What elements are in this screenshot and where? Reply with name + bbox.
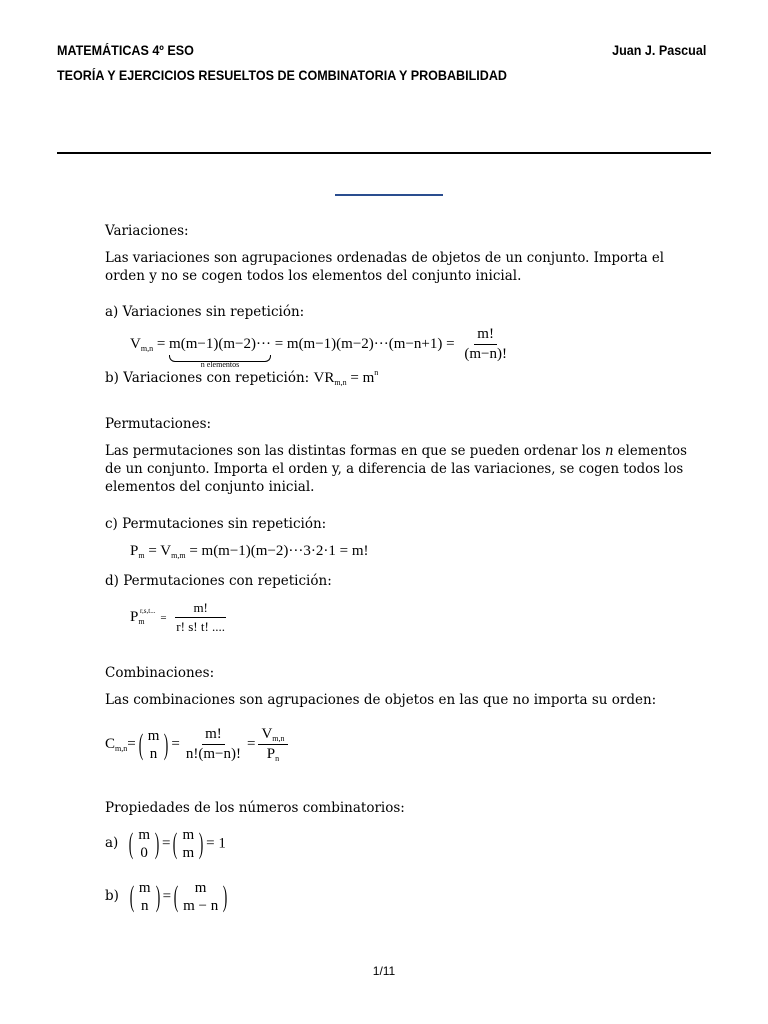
paren-left: ( xyxy=(138,727,143,761)
binom-top: m xyxy=(194,880,207,896)
fraction-denominator: n!(m−n)! xyxy=(185,746,241,762)
propiedad-b: b) ( m n ) = ( m m − n ) xyxy=(105,879,230,915)
binom-bottom: m − n xyxy=(183,898,219,914)
item-d-permutaciones-con-repeticion: d) Permutaciones con repetición: xyxy=(105,573,332,589)
fraction-factorial xyxy=(183,726,244,763)
binom-bottom: n xyxy=(149,745,158,762)
formula-subscript: m,n xyxy=(115,743,128,753)
paren-left: ( xyxy=(173,880,179,913)
formula-middle: = m(m−1)(m−2)···(m−n+1) = xyxy=(274,335,455,352)
formula-symbol: P xyxy=(130,543,139,559)
formula-subscript: m,n xyxy=(140,343,154,353)
section-title-propiedades: Propiedades de los números combinatorios: xyxy=(105,800,405,816)
fraction-numerator: m! xyxy=(202,726,225,745)
combinaciones-desc: Las combinaciones son agrupaciones de objetos en las que no importa su orden: xyxy=(105,692,657,708)
binomial-coefficient xyxy=(127,879,163,915)
fraction-numerator xyxy=(258,726,287,745)
denominator-subscript: n xyxy=(275,754,280,763)
fraction-numerator: m! xyxy=(175,600,225,618)
binom-bottom: 0 xyxy=(140,845,148,861)
formula-rhs: = 1 xyxy=(206,835,226,852)
header-author: Juan J. Pascual xyxy=(611,43,706,58)
formula-rhs: = m(m−1)(m−2)···3·2·1 = m! xyxy=(189,543,369,559)
formula-subscript: m xyxy=(138,551,145,560)
header-title: TEORÍA Y EJERCICIOS RESUELTOS DE COMBINATORIA Y PROBABILIDAD xyxy=(57,68,507,83)
formula-subscript: m,m xyxy=(171,551,186,560)
fraction-numerator: m! xyxy=(474,326,497,345)
fraction xyxy=(173,600,228,635)
formula-lhs xyxy=(130,606,156,626)
formula-combinaciones: $C_{m,n}=$ ( m n ) = $\frac{m!}{n!(m-n)!}$ = $\frac{V_{m,n}}{P_n}$ xyxy=(105,726,291,763)
binomial-coefficient xyxy=(126,826,162,862)
permutaciones-desc-line1 xyxy=(105,443,687,459)
fraction-denominator: r! s! t! .... xyxy=(176,619,226,634)
binom-top: m xyxy=(147,727,160,744)
paren-left: ( xyxy=(173,827,178,860)
formula-subscript: m xyxy=(138,616,145,626)
item-c-permutaciones-sin-repeticion: c) Permutaciones sin repetición: xyxy=(105,516,327,532)
formula-symbol: V xyxy=(130,335,141,352)
formula-superscript: n xyxy=(374,368,379,377)
permutaciones-desc-line3: elementos del conjunto inicial. xyxy=(105,479,315,495)
variaciones-desc-line1: Las variaciones son agrupaciones ordenadas de objetos de un conjunto. Importa el xyxy=(105,250,665,266)
binomial-coefficient xyxy=(171,879,230,915)
numerator-symbol: V xyxy=(261,726,273,742)
propiedad-a: a) ( m 0 ) = ( m m ) = 1 xyxy=(105,827,226,861)
permutaciones-desc-line2: de un conjunto. Importa el orden y, a diferencia de las variaciones, se cogen todos los xyxy=(105,461,684,477)
fraction-v-over-p xyxy=(258,726,287,763)
paren-right: ) xyxy=(222,880,228,913)
page-number: 1/11 xyxy=(372,964,396,978)
header-divider xyxy=(57,152,711,154)
paren-right: ) xyxy=(164,727,169,761)
formula-rhs: = m xyxy=(350,370,375,386)
propiedad-b-label: b) xyxy=(105,888,119,905)
fraction xyxy=(461,326,510,363)
paren-right: ) xyxy=(198,827,204,860)
header-subject: MATEMÁTICAS 4º ESO xyxy=(57,43,194,58)
formula-v: = V xyxy=(148,543,172,559)
binom-top: m xyxy=(138,827,150,843)
formula-permutaciones-sin-repeticion xyxy=(130,543,369,560)
binom-bottom: m xyxy=(182,845,195,861)
formula-superscript: r,s,t... xyxy=(140,606,156,615)
binom-top: m xyxy=(138,880,151,896)
desc-variable: n xyxy=(604,443,614,459)
paren-right: ) xyxy=(155,880,160,913)
underbrace-label: n elementos xyxy=(200,359,240,369)
item-b-variaciones-con-repeticion xyxy=(105,368,378,387)
paren-left: ( xyxy=(129,827,134,860)
section-accent-rule xyxy=(335,194,443,196)
equals-sign: = xyxy=(160,611,167,624)
item-b-label: b) Variaciones con repetición: xyxy=(105,370,310,386)
desc-text: elementos xyxy=(613,443,688,459)
binomial-coefficient xyxy=(170,826,206,862)
formula-subscript: m,n xyxy=(334,378,347,387)
denominator-symbol: P xyxy=(266,746,276,762)
propiedad-a-label: a) xyxy=(105,835,119,852)
item-a-variaciones-sin-repeticion: a) Variaciones sin repetición: xyxy=(105,304,305,320)
desc-text: Las permutaciones son las distintas formas en que se pueden ordenar los xyxy=(105,443,605,459)
fraction-denominator xyxy=(264,745,282,763)
section-title-variaciones: Variaciones: xyxy=(105,223,189,239)
variaciones-desc-line2: orden y no se cogen todos los elementos del conjunto inicial. xyxy=(105,268,522,284)
binom-top: m xyxy=(182,827,195,843)
underbrace-expression: m(m−1)(m−2)··· xyxy=(169,335,271,352)
fraction-denominator: (m−n)! xyxy=(464,346,507,362)
formula-symbol: C xyxy=(105,735,116,752)
binomial-coefficient xyxy=(136,727,172,763)
section-title-permutaciones: Permutaciones: xyxy=(105,416,212,432)
formula-symbol: VR xyxy=(313,370,335,386)
underbrace-group xyxy=(169,335,271,369)
paren-left: ( xyxy=(129,880,135,913)
formula-variaciones-con-repeticion xyxy=(314,370,379,386)
formula-permutaciones-con-repeticion xyxy=(130,600,231,635)
numerator-subscript: m,n xyxy=(272,734,285,743)
binom-bottom: n xyxy=(141,898,149,914)
section-title-combinaciones: Combinaciones: xyxy=(105,665,215,681)
formula-variaciones-sin-repeticion: $V_{m,n} = m(m-1)(m-2)\cdot\cdot\cdot$ n elementos = m(m−1)(m−2)···(m−n+1) = $\frac{m!}{(m-n)!}$ xyxy=(130,326,513,363)
paren-right: ) xyxy=(154,827,160,860)
formula-symbol: P xyxy=(130,608,139,625)
